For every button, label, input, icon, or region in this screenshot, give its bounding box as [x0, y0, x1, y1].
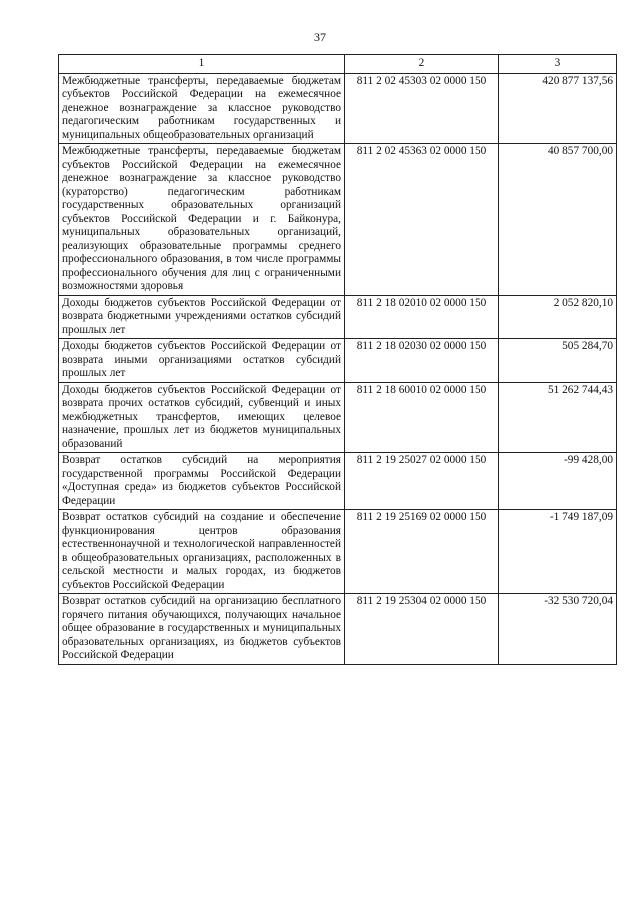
- table-row: [59, 594, 617, 665]
- row-amount: -32 530 720,04: [499, 594, 617, 665]
- row-amount: 51 262 744,43: [499, 382, 617, 453]
- row-description: Межбюджетные трансферты, передаваемые бюджетам субъектов Российской Федерации на ежемесячное денежное вознаграждение за классное руководство (кураторство) педагогическим работникам государственных образовательных организаций субъектов Российской Федерации и г. Байконура, муниципальных образовательных организаций, реализующих образовательные программы среднего профессионального образования, в том числе программы профессионального обучения для лиц с ограниченными возможностями здоровья: [59, 144, 345, 296]
- row-amount: -99 428,00: [499, 453, 617, 510]
- row-code: 811 2 19 25027 02 0000 150: [345, 453, 499, 510]
- row-description: Доходы бюджетов субъектов Российской Федерации от возврата прочих остатков субсидий, субвенций и иных межбюджетных трансфертов, имеющих целевое назначение, прошлых лет из бюджетов муниципальных образований: [59, 382, 345, 453]
- row-description: Возврат остатков субсидий на создание и обеспечение функционирования центров образования естественнонаучной и технологической направленностей в общеобразовательных организациях, расположенных в сельской местности и малых городах, из бюджетов субъектов Российской Федерации: [59, 510, 345, 594]
- row-code: 811 2 19 25169 02 0000 150: [345, 510, 499, 594]
- row-code: 811 2 02 45303 02 0000 150: [345, 73, 499, 144]
- row-code: 811 2 18 02010 02 0000 150: [345, 295, 499, 339]
- row-description: Возврат остатков субсидий на организацию бесплатного горячего питания обучающихся, получающих начальное общее образование в государственных и муниципальных образовательных организациях, из бюджетов субъектов Российской Федерации: [59, 594, 345, 665]
- row-amount: 2 052 820,10: [499, 295, 617, 339]
- row-description: Возврат остатков субсидий на мероприятия государственной программы Российской Федерации «Доступная среда» из бюджетов субъектов Российской Федерации: [59, 453, 345, 510]
- row-amount: 420 877 137,56: [499, 73, 617, 144]
- budget-table: [58, 54, 617, 665]
- column-header-1: 1: [59, 55, 345, 74]
- row-amount: 505 284,70: [499, 339, 617, 383]
- page-number: 37: [314, 30, 326, 44]
- row-description: Межбюджетные трансферты, передаваемые бюджетам субъектов Российской Федерации на ежемесячное денежное вознаграждение за классное руководство педагогическим работникам государственных и муниципальных общеобразовательных организаций: [59, 73, 345, 144]
- row-code: 811 2 19 25304 02 0000 150: [345, 594, 499, 665]
- table-row: [59, 453, 617, 510]
- row-code: 811 2 18 02030 02 0000 150: [345, 339, 499, 383]
- table-row: [59, 339, 617, 383]
- row-description: Доходы бюджетов субъектов Российской Федерации от возврата иными организациями остатков субсидий прошлых лет: [59, 339, 345, 383]
- header-row: [59, 55, 617, 74]
- row-description: Доходы бюджетов субъектов Российской Федерации от возврата бюджетными учреждениями остатков субсидий прошлых лет: [59, 295, 345, 339]
- table-row: [59, 382, 617, 453]
- row-amount: 40 857 700,00: [499, 144, 617, 296]
- table-row: [59, 510, 617, 594]
- table-body: [59, 73, 617, 664]
- row-code: 811 2 18 60010 02 0000 150: [345, 382, 499, 453]
- table-row: [59, 73, 617, 144]
- row-code: 811 2 02 45363 02 0000 150: [345, 144, 499, 296]
- table-row: [59, 144, 617, 296]
- column-header-2: 2: [345, 55, 499, 74]
- table-header: [59, 55, 617, 74]
- table-row: [59, 295, 617, 339]
- row-amount: -1 749 187,09: [499, 510, 617, 594]
- column-header-3: 3: [499, 55, 617, 74]
